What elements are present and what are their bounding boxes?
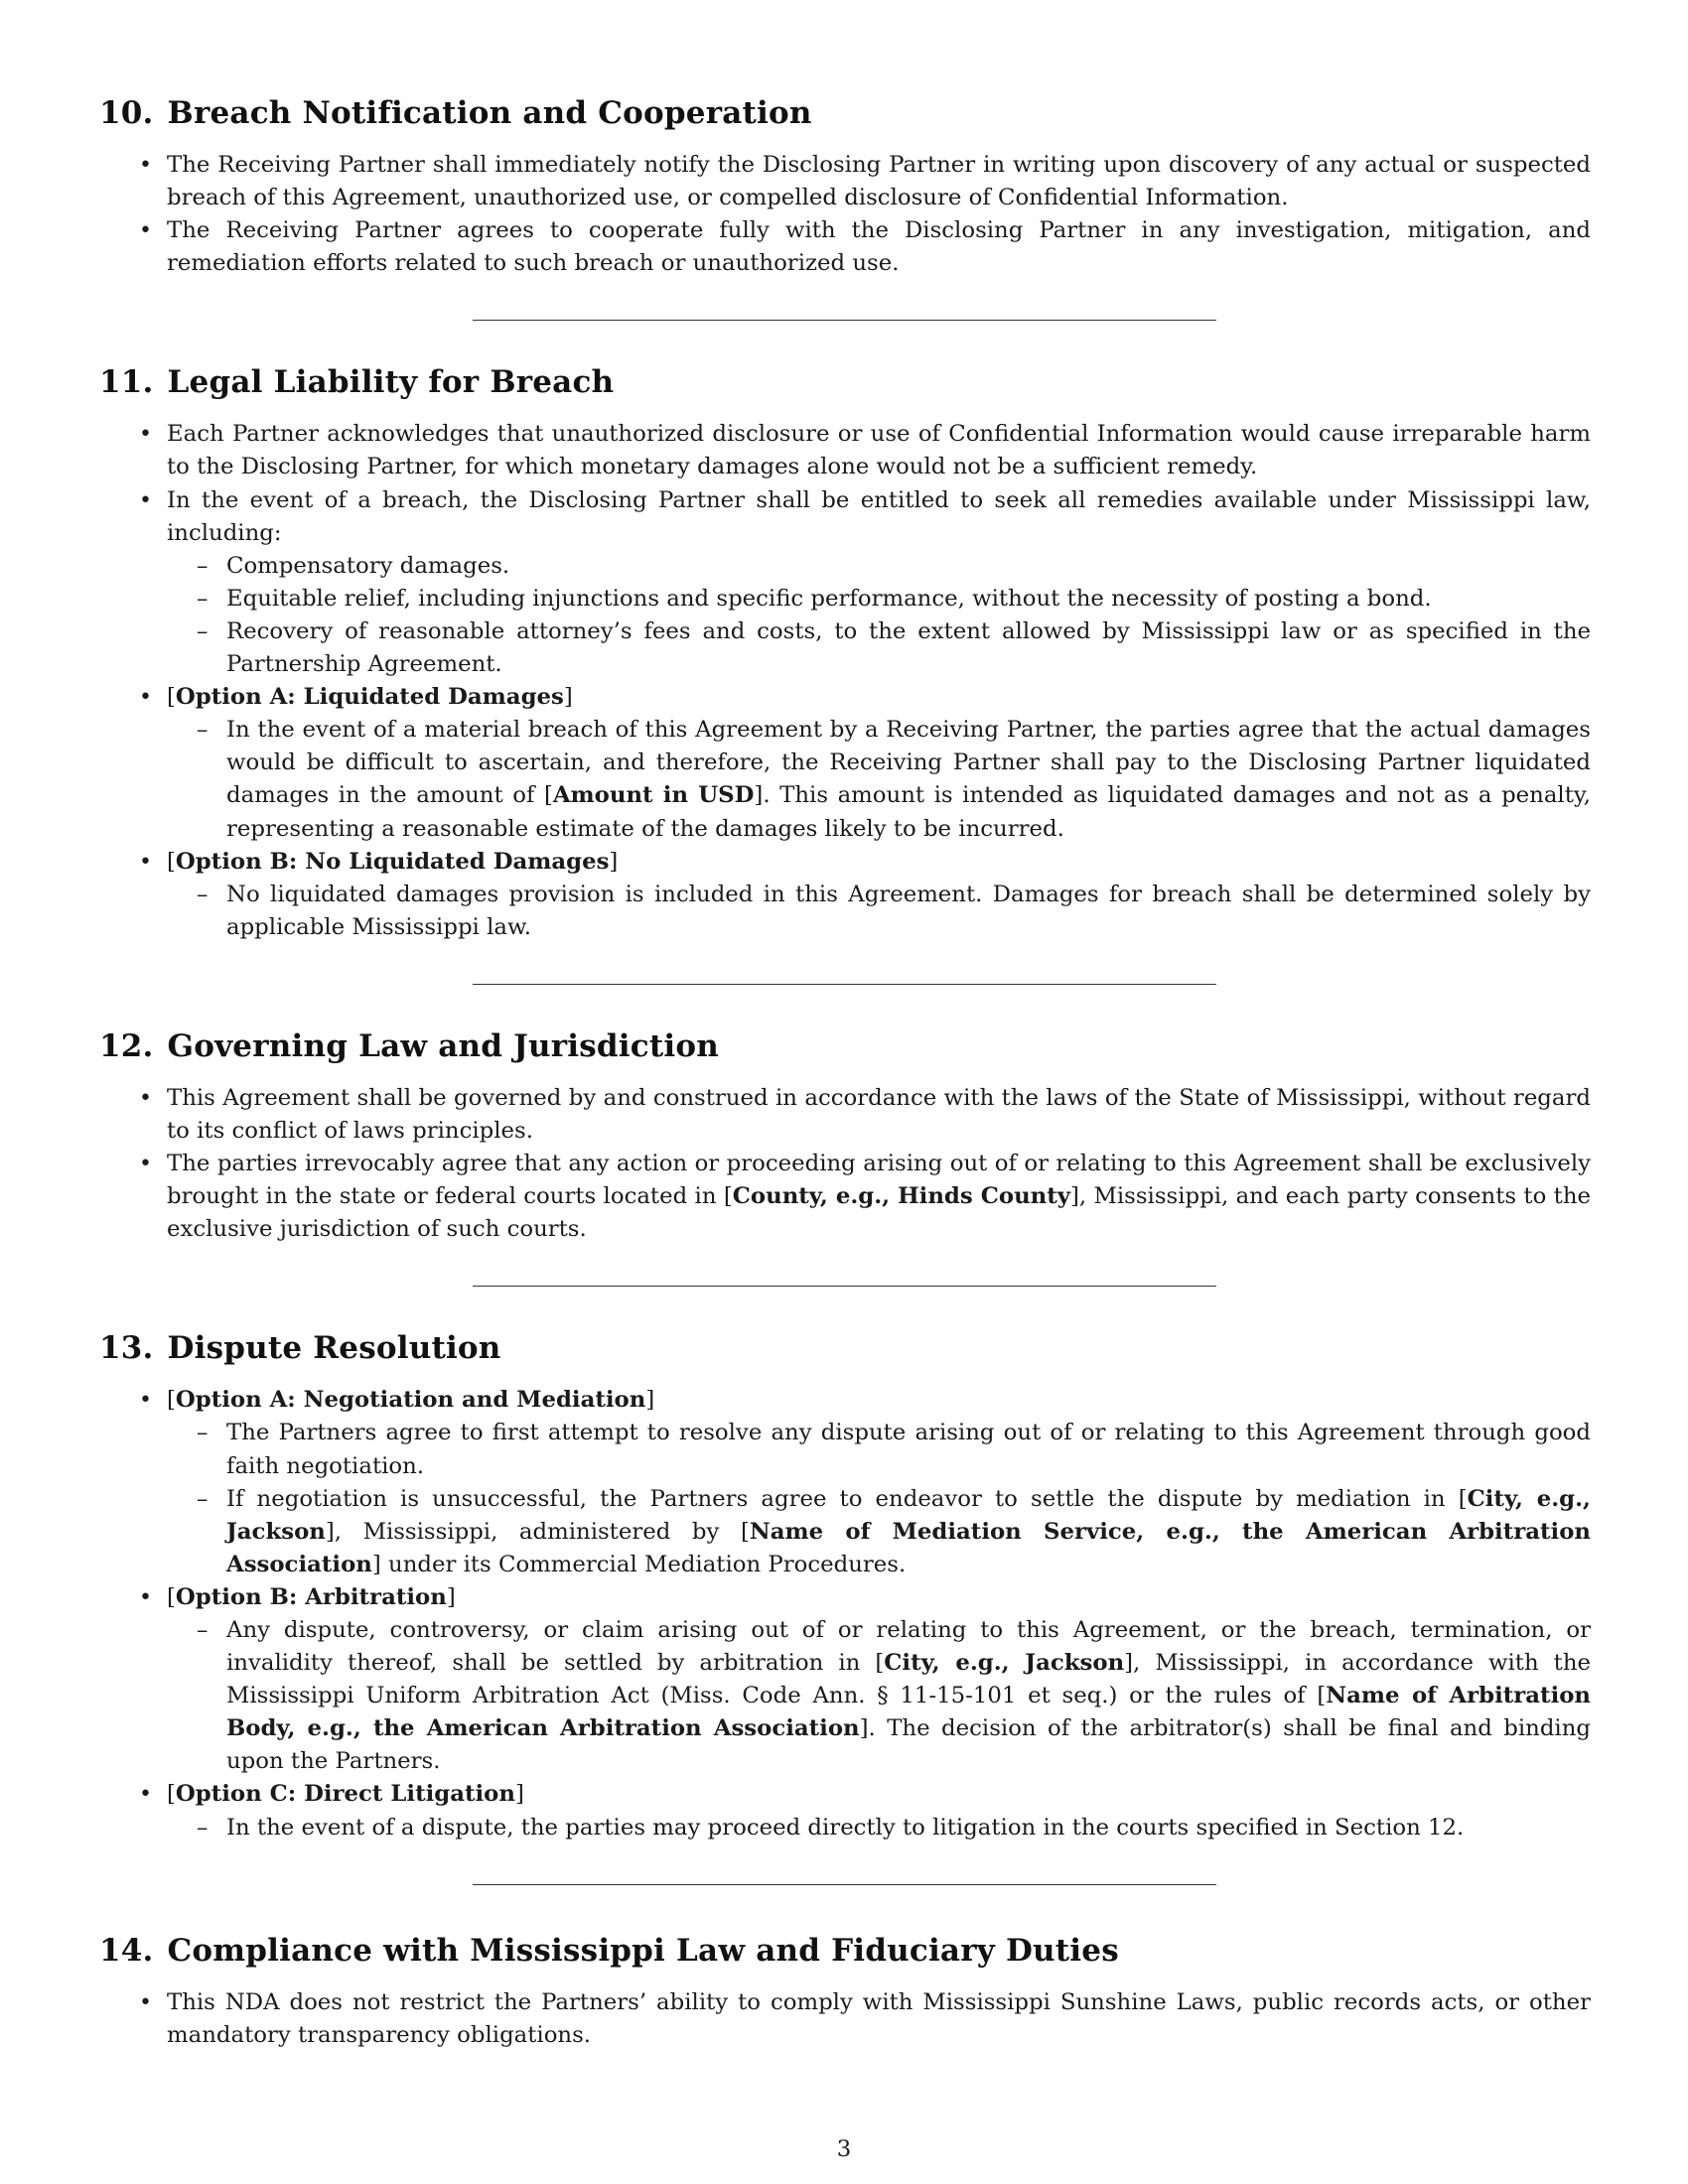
sub-text: under its Commercial Mediation Procedures. bbox=[380, 1551, 907, 1577]
sub-item: – In the event of a dispute, the parties may proceed directly to litigation in the courts specified in Section 12. bbox=[167, 1812, 1591, 1844]
sub-text: . The decision of the arbitrator(s) shall be final and binding upon the Partners. bbox=[226, 1715, 1591, 1775]
bullet-item: • The parties irrevocably agree that any action or proceeding arising out of or relating to this Agreement shall be exclusively brought in the state or federal courts located in [County, e.g., Hinds County], Mississippi, and each party consents to the exclusive jurisdiction of such courts. bbox=[99, 1148, 1591, 1246]
sub-list bbox=[167, 879, 1591, 944]
sub-list bbox=[167, 714, 1591, 845]
option-c-label: Option C: Direct Litigation bbox=[175, 1781, 515, 1808]
option-b-label: Option B: No Liquidated Damages bbox=[175, 848, 610, 875]
bullet-item: • This Agreement shall be governed by and construed in accordance with the laws of the State of Mississippi, without regard to its conflict of laws principles. bbox=[99, 1082, 1591, 1148]
placeholder-county: County, e.g., Hinds County bbox=[732, 1183, 1070, 1210]
bullet-list bbox=[99, 418, 1591, 944]
bullet-item: • Each Partner acknowledges that unauthorized disclosure or use of Confidential Information would cause irreparable harm to the Disclosing Partner, for which monetary damages alone would not be a sufficient remedy. bbox=[99, 418, 1591, 483]
document-body bbox=[99, 91, 1591, 2052]
sub-list bbox=[167, 1417, 1591, 1580]
bullet-item bbox=[99, 681, 1591, 845]
section-heading bbox=[99, 1929, 1591, 1973]
section-number: 14. bbox=[99, 1932, 154, 1969]
bullet-text: The parties irrevocably agree that any action or proceeding arising out of or relating to this Agreement shall be exclusively brought in the state or federal courts located in bbox=[167, 1151, 1591, 1210]
sub-item: – If negotiation is unsuccessful, the Partners agree to endeavor to settle the dispute by mediation in [City, e.g., Jackson], Mississippi, administered by [Name of Mediation Service, e.g., the American Arbitration Association] under its Commercial Mediation Procedures. bbox=[167, 1483, 1591, 1581]
sub-text: In the event of a material breach of this Agreement by a Receiving Partner, the parties agree that the actual damages would be difficult to ascertain, and therefore, the Receiving Partner shall pay to the Disclosing Partner liquidated damages in the amount of bbox=[226, 717, 1591, 809]
bullet-item bbox=[99, 846, 1591, 944]
option-label: [Option B: No Liquidated Damages] bbox=[167, 848, 619, 875]
section-10 bbox=[99, 91, 1591, 280]
sub-list bbox=[167, 1812, 1591, 1844]
section-title: Legal Liability for Breach bbox=[167, 364, 615, 401]
section-title: Dispute Resolution bbox=[167, 1330, 501, 1367]
bullet-list bbox=[99, 1986, 1591, 2052]
placeholder-city: City, e.g., Jackson bbox=[884, 1650, 1125, 1677]
section-14 bbox=[99, 1929, 1591, 2052]
option-a-label: Option A: Negotiation and Mediation bbox=[175, 1387, 646, 1414]
option-label: [Option C: Direct Litigation] bbox=[167, 1781, 524, 1808]
sub-item: – Any dispute, controversy, or claim arising out of or relating to this Agreement, or the breach, termination, or invalidity thereof, shall be settled by arbitration in [City, e.g., Jackson], Mississippi, in accordance with the Mississippi Uniform Arbitration Act (Miss. Code Ann. § 11-15-101 et seq.) or the rules of [Name of Arbitration Body, e.g., the American Arbitration Association]. The decision of the arbitrator(s) shall be final and binding upon the Partners. bbox=[167, 1614, 1591, 1778]
bullet-item: • The Receiving Partner agrees to cooperate fully with the Disclosing Partner in any investigation, mitigation, and remediation efforts related to such breach or unauthorized use. bbox=[99, 214, 1591, 280]
placeholder-city: City, e.g., Jackson bbox=[226, 1485, 1591, 1545]
page-number: 3 bbox=[836, 2136, 852, 2162]
bullet-list bbox=[99, 1082, 1591, 1246]
sub-text: If negotiation is unsuccessful, the Partners agree to endeavor to settle the dispute by mediation in bbox=[226, 1485, 1459, 1512]
sub-list bbox=[167, 1614, 1591, 1778]
section-11 bbox=[99, 360, 1591, 944]
placeholder-arbitration-body: Name of Arbitration Body, e.g., the American Arbitration Association bbox=[226, 1683, 1592, 1742]
sub-list bbox=[167, 550, 1591, 681]
section-number: 10. bbox=[99, 95, 154, 131]
section-heading bbox=[99, 1326, 1591, 1370]
bullet-list bbox=[99, 149, 1591, 280]
bullet-item bbox=[99, 484, 1591, 682]
bullet-text: , Mississippi, and each party consents to the exclusive jurisdiction of such courts. bbox=[167, 1183, 1591, 1243]
sub-item: – No liquidated damages provision is included in this Agreement. Damages for breach shall be determined solely by applicable Mississippi law. bbox=[167, 879, 1591, 944]
section-12 bbox=[99, 1024, 1591, 1246]
section-13 bbox=[99, 1326, 1591, 1843]
section-divider bbox=[473, 984, 1216, 985]
section-number: 12. bbox=[99, 1027, 154, 1064]
bullet-text: In the event of a breach, the Disclosing Partner shall be entitled to seek all remedies available under Mississippi law, including: bbox=[167, 486, 1591, 546]
bullet-item: • This NDA does not restrict the Partners’ ability to comply with Mississippi Sunshine Laws, public records acts, or other mandatory transparency obligations. bbox=[99, 1986, 1591, 2052]
bullet-list bbox=[99, 1384, 1591, 1843]
bullet-item bbox=[99, 1778, 1591, 1843]
sub-item: – The Partners agree to first attempt to resolve any dispute arising out of or relating to this Agreement through good faith negotiation. bbox=[167, 1417, 1591, 1482]
sub-item: – Compensatory damages. bbox=[167, 550, 1591, 583]
placeholder-amount: Amount in USD bbox=[552, 782, 755, 809]
section-divider bbox=[473, 1884, 1216, 1885]
bullet-item bbox=[99, 1581, 1591, 1779]
sub-item: – In the event of a material breach of this Agreement by a Receiving Partner, the parties agree that the actual damages would be difficult to ascertain, and therefore, the Receiving Partner shall pay to the Disclosing Partner liquidated damages in the amount of [Amount in USD]. This amount is intended as liquidated damages and not as a penalty, representing a reasonable estimate of the damages likely to be incurred. bbox=[167, 714, 1591, 845]
sub-text: . This amount is intended as liquidated damages and not as a penalty, representing a reasonable estimate of the damages likely to be incurred. bbox=[226, 782, 1591, 842]
section-divider bbox=[473, 1286, 1216, 1287]
option-label: [Option A: Negotiation and Mediation] bbox=[167, 1387, 655, 1414]
placeholder-mediation-service: Name of Mediation Service, e.g., the American Arbitration Association bbox=[226, 1518, 1591, 1577]
section-heading bbox=[99, 91, 1591, 135]
sub-text: Any dispute, controversy, or claim arising out of or relating to this Agreement, or the breach, termination, or invalidity thereof, shall be settled by arbitration in bbox=[226, 1617, 1591, 1677]
bullet-item: • The Receiving Partner shall immediately notify the Disclosing Partner in writing upon discovery of any actual or suspected breach of this Agreement, unauthorized use, or compelled disclosure of Confidential Information. bbox=[99, 149, 1591, 214]
section-title: Breach Notification and Cooperation bbox=[167, 95, 812, 131]
sub-item: – Recovery of reasonable attorney’s fees and costs, to the extent allowed by Mississippi law or as specified in the Partnership Agreement. bbox=[167, 615, 1591, 681]
section-number: 13. bbox=[99, 1330, 154, 1367]
section-title: Compliance with Mississippi Law and Fiduciary Duties bbox=[167, 1932, 1119, 1969]
section-number: 11. bbox=[99, 364, 154, 401]
section-heading bbox=[99, 1024, 1591, 1068]
option-label: [Option A: Liquidated Damages] bbox=[167, 684, 573, 711]
option-label: [Option B: Arbitration] bbox=[167, 1583, 456, 1610]
section-divider bbox=[473, 320, 1216, 321]
sub-item: – Equitable relief, including injunctions and specific performance, without the necessity of posting a bond. bbox=[167, 583, 1591, 615]
section-heading bbox=[99, 360, 1591, 404]
sub-text: , Mississippi, in accordance with the Mississippi Uniform Arbitration Act (Miss. Code Ann. § 11-15-101 et seq.) or the rules of bbox=[226, 1650, 1591, 1709]
bullet-item bbox=[99, 1384, 1591, 1581]
option-a-label: Option A: Liquidated Damages bbox=[175, 684, 564, 711]
sub-text: , Mississippi, administered by bbox=[334, 1518, 741, 1545]
section-title: Governing Law and Jurisdiction bbox=[167, 1027, 719, 1064]
option-b-label: Option B: Arbitration bbox=[175, 1583, 447, 1610]
